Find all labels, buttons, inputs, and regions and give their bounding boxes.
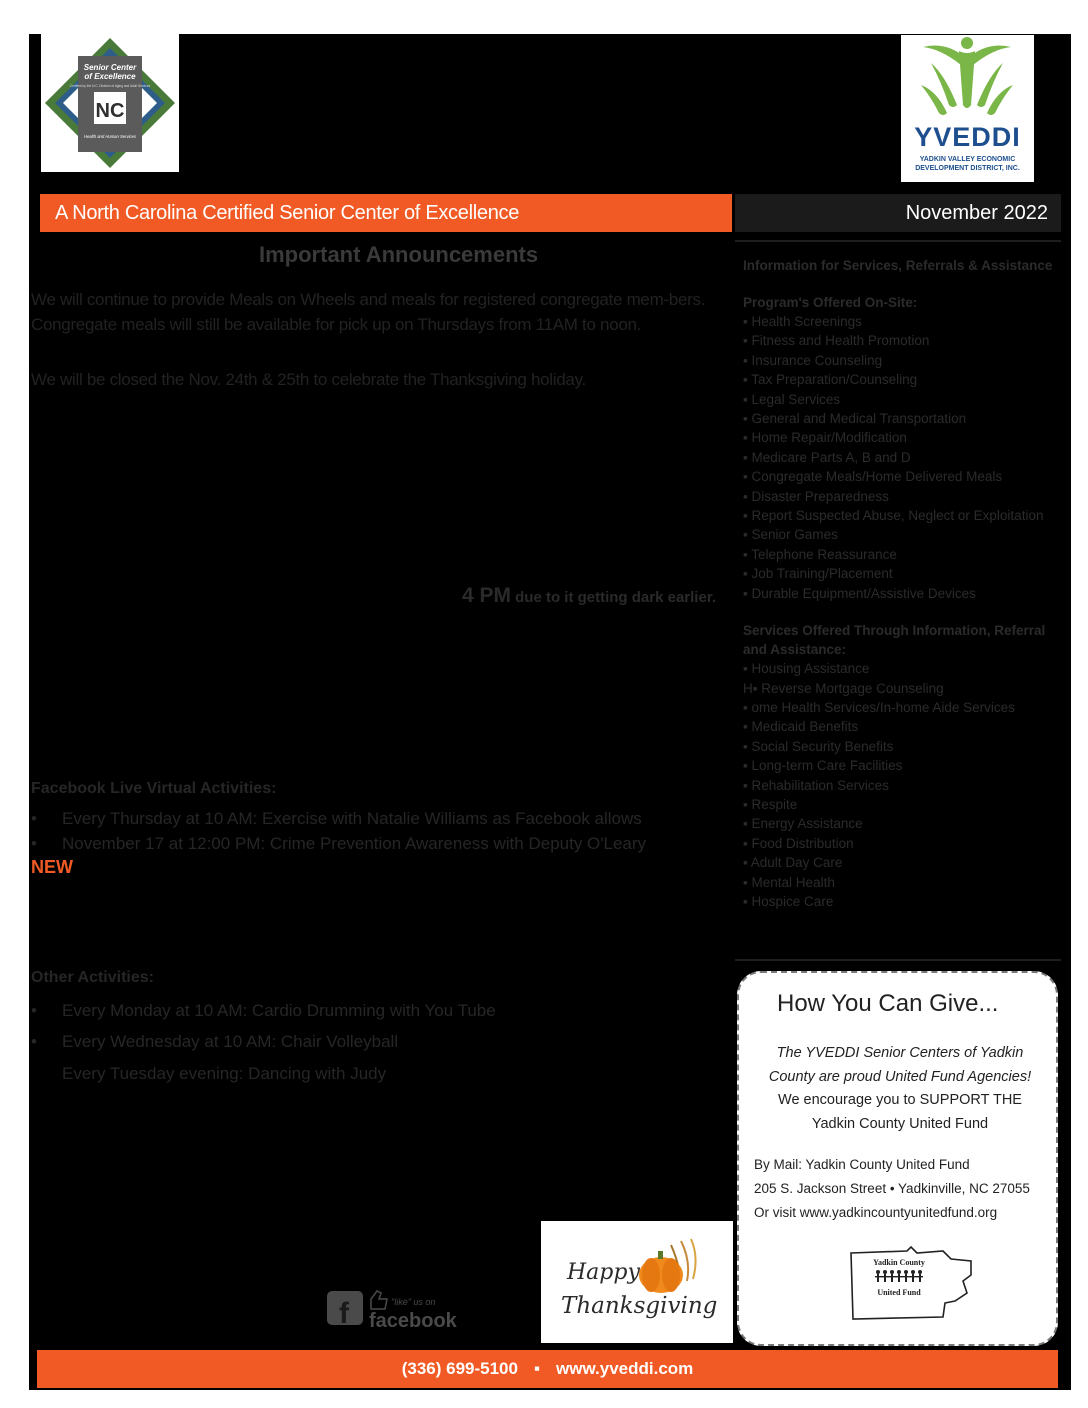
yadkin-united-fund-logo: [847, 1245, 977, 1325]
list-item: ▪ Hospice Care: [743, 893, 834, 909]
announcement-closure: We will be closed the Nov. 24th & 25th to celebrate the Thanksgiving holiday.: [31, 370, 586, 389]
list-item: ▪ Insurance Counseling: [743, 352, 883, 368]
logo-text-certified: Certified by the N.C. Division of Aging and Adult Services: [69, 84, 151, 88]
thanksgiving-word-thanksgiving: Thanksgiving: [561, 1293, 718, 1319]
list-item: ▪ Legal Services: [743, 391, 841, 407]
list-item: H▪ Reverse Mortgage Counseling: [743, 680, 944, 696]
list-item: ▪ Job Training/Placement: [743, 566, 893, 582]
list-item: ▪ Rehabilitation Services: [743, 777, 889, 793]
list-item: ▪ Congregate Meals/Home Delivered Meals: [743, 469, 1003, 485]
list-item: ▪ Report Suspected Abuse, Neglect or Exploitation: [743, 508, 1044, 524]
logo-text-nc: NC: [95, 100, 125, 122]
list-item: ▪ Medicaid Benefits: [743, 719, 859, 735]
give-website-line: Or visit www.yadkincountyunitedfund.org: [754, 1205, 998, 1220]
bullet-icon: •: [31, 1001, 37, 1020]
facebook-activity-thursday: Every Thursday at 10 AM: Exercise with Natalie Williams as Facebook allows: [62, 809, 642, 828]
footer-website-link[interactable]: www.yveddi.com: [556, 1359, 694, 1378]
list-item: ▪ General and Medical Transportation: [743, 411, 967, 427]
logo-text-senior-center: Senior Center: [83, 63, 137, 72]
logo-text-dhhs: Health and Human Services: [83, 134, 137, 139]
give-title: How You Can Give...: [777, 990, 999, 1017]
list-item: ▪ Telephone Reassurance: [743, 546, 897, 562]
announcements-title: Important Announcements: [259, 242, 539, 267]
facebook-activities-heading: Facebook Live Virtual Activities:: [31, 780, 277, 797]
bullet-icon: •: [31, 809, 37, 828]
activity-wednesday: Every Wednesday at 10 AM: Chair Volleyball: [62, 1032, 399, 1051]
list-item: [31, 1064, 386, 1084]
list-item: ▪ ome Health Services/In-home Aide Services: [743, 699, 1015, 715]
give-mail-line2: 205 S. Jackson Street • Yadkinville, NC 27055: [754, 1181, 1030, 1196]
list-item: ▪ Housing Assistance: [743, 661, 870, 677]
thanksgiving-word-happy: Happy: [567, 1260, 640, 1285]
other-activities-heading: Other Activities:: [31, 969, 154, 986]
list-item: ▪ Energy Assistance: [743, 816, 863, 832]
list-item: ▪ Durable Equipment/Assistive Devices: [743, 585, 976, 601]
services-heading: Services Offered Through Information, Referral and Assistance:: [743, 623, 1046, 658]
nc-senior-center-logo: [41, 34, 179, 172]
give-italic-line1: The YVEDDI Senior Centers of Yadkin: [776, 1045, 1024, 1061]
list-item: ▪ Fitness and Health Promotion: [743, 333, 930, 349]
list-item: ▪ Home Repair/Modification: [743, 430, 907, 446]
facebook-like-badge[interactable]: [325, 1285, 470, 1335]
footer-contact-bar: [37, 1350, 1058, 1388]
banner-title: A North Carolina Certified Senior Center of Excellence: [40, 194, 732, 232]
happy-thanksgiving-image: [541, 1221, 733, 1343]
sidebar-bottom-divider: [735, 959, 1061, 961]
facebook-f-icon: f: [339, 1297, 349, 1330]
united-fund-logo-bottom-text: United Fund: [877, 1288, 921, 1297]
give-line3: We encourage you to SUPPORT THE: [778, 1092, 1022, 1108]
list-item: [31, 1032, 398, 1052]
sidebar-top-divider: [735, 240, 1061, 242]
issue-date: November 2022: [735, 194, 1061, 232]
give-mail-line1: By Mail: Yadkin County United Fund: [754, 1157, 970, 1172]
services-sidebar: [743, 256, 1061, 911]
list-item: ▪ Long-term Care Facilities: [743, 758, 903, 774]
closing-time: 4 PM: [461, 584, 511, 607]
thumbs-up-icon: [371, 1291, 387, 1309]
list-item: ▪ Respite: [743, 796, 798, 812]
closing-reason: due to it getting dark earlier.: [510, 589, 716, 606]
list-item: ▪ Health Screenings: [743, 314, 862, 329]
list-item: ▪ Social Security Benefits: [743, 738, 894, 754]
facebook-wordmark: facebook: [369, 1310, 457, 1332]
logo-text-of-excellence: of Excellence: [84, 72, 136, 81]
yveddi-logo: [901, 35, 1034, 182]
list-item: ▪ Medicare Parts A, B and D: [743, 449, 911, 465]
list-item: [31, 834, 646, 854]
yveddi-subtitle: YADKIN VALLEY ECONOMIC DEVELOPMENT DISTRICT, INC.: [915, 156, 1020, 172]
bullet-icon: •: [31, 1032, 37, 1051]
give-italic-line2: County are proud United Fund Agencies!: [768, 1069, 1032, 1085]
activity-monday: Every Monday at 10 AM: Cardio Drumming with You Tube: [62, 1001, 496, 1020]
facebook-activity-nov17: November 17 at 12:00 PM: Crime Prevention Awareness with Deputy O'Leary: [62, 834, 647, 853]
list-item: [31, 1001, 496, 1021]
announcement-meals: We will continue to provide Meals on Wheels and meals for registered congregate mem-bers. Congregate meals will still be available for pick up on Thursdays from 11AM to noon.: [31, 290, 706, 334]
list-item: ▪ Mental Health: [743, 874, 835, 890]
list-item: ▪ Disaster Preparedness: [743, 488, 889, 504]
list-item: ▪ Adult Day Care: [743, 855, 843, 871]
list-item: [31, 809, 642, 829]
list-item: ▪ Food Distribution: [743, 835, 854, 851]
new-badge: NEW: [31, 857, 73, 877]
united-fund-logo-top-text: Yadkin County: [873, 1258, 925, 1267]
give-line4: Yadkin County United Fund: [811, 1116, 989, 1132]
list-item: ▪ Senior Games: [743, 527, 838, 543]
activity-tuesday: Every Tuesday evening: Dancing with Judy: [62, 1064, 387, 1083]
programs-heading: Program's Offered On-Site:: [743, 295, 918, 310]
footer-phone[interactable]: (336) 699-5100: [401, 1359, 518, 1378]
facebook-like-text: "like" us on: [391, 1297, 436, 1307]
list-item: ▪ Tax Preparation/Counseling: [743, 372, 918, 388]
announcement-hours: [462, 584, 716, 608]
footer-separator: ▪: [533, 1359, 540, 1378]
yveddi-title: YVEDDI: [914, 122, 1021, 152]
info-heading: Information for Services, Referrals & Assistance: [743, 258, 1053, 273]
bullet-icon: •: [31, 834, 37, 853]
